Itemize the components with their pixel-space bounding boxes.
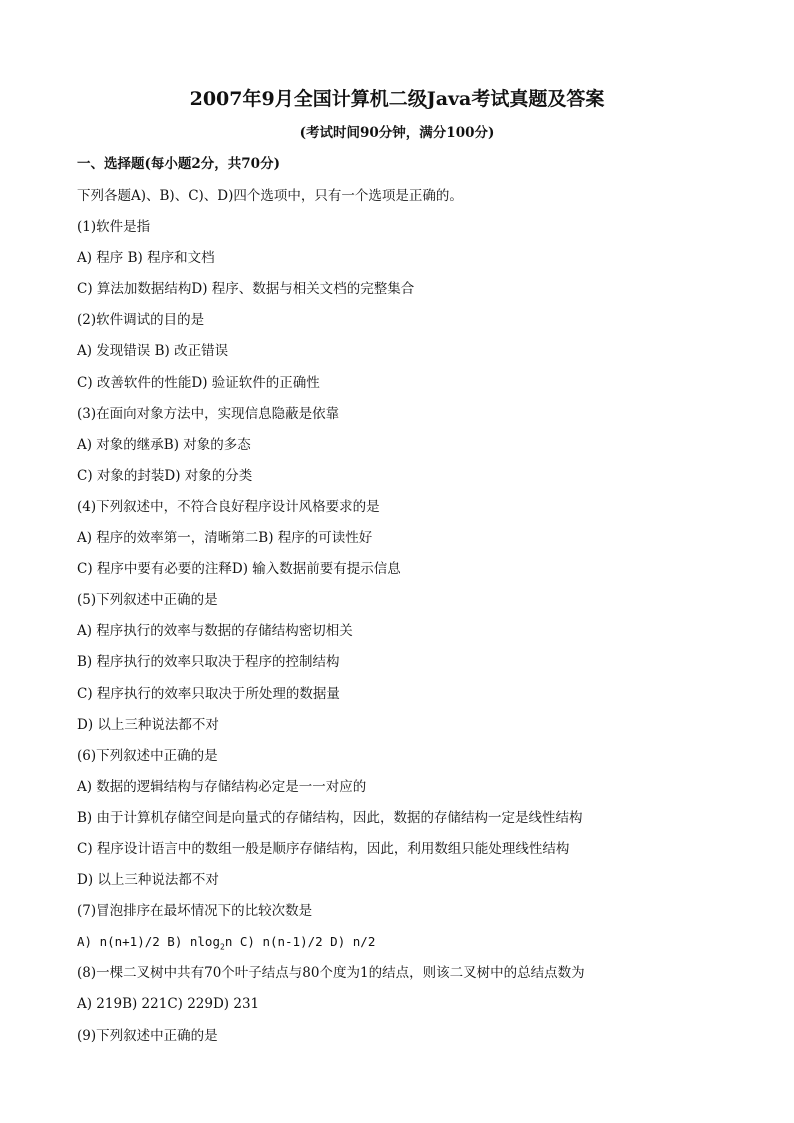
question-text: (2)软件调试的目的是 [77, 312, 205, 329]
question-text: (6)下列叙述中正确的是 [77, 747, 218, 764]
option-text: A) 程序的效率第一，清晰第二B) 程序的可读性好 [77, 530, 373, 547]
option-text: C) 改善软件的性能D) 验证软件的正确性 [77, 374, 320, 391]
option-text: A) 程序执行的效率与数据的存储结构密切相关 [77, 623, 353, 640]
option-text: A) 程序 B) 程序和文档 [77, 250, 215, 267]
option-text: B) 由于计算机存储空间是向量式的存储结构，因此，数据的存储结构一定是线性结构 [77, 809, 583, 826]
document-subtitle: (考试时间90分钟，满分100分) [299, 125, 495, 141]
question-list [77, 186, 767, 1057]
q7-options-before: A) n(n+1)/2 B) nlog [77, 934, 220, 950]
question-text: (3)在面向对象方法中，实现信息隐蔽是依靠 [77, 405, 340, 422]
section-heading: 一、选择题(每小题2分，共70分) [77, 156, 280, 172]
option-text: A) 发现错误 B) 改正错误 [77, 343, 229, 360]
instruction-text: 下列各题A)、B)、C)、D)四个选项中，只有一个选项是正确的。 [77, 188, 463, 204]
question-text: (9)下列叙述中正确的是 [77, 1027, 218, 1044]
option-text: C) 程序中要有必要的注释D) 输入数据前要有提示信息 [77, 561, 401, 578]
option-text: A) 数据的逻辑结构与存储结构必定是一一对应的 [77, 778, 367, 795]
option-text: A) 219B) 221C) 229D) 231 [77, 996, 260, 1013]
q7-options-after: n C) n(n-1)/2 D) n/2 [224, 934, 376, 950]
option-text: C) 程序执行的效率只取决于所处理的数据量 [77, 685, 340, 702]
q7-log-base: 2 [220, 942, 225, 952]
option-text: B) 程序执行的效率只取决于程序的控制结构 [77, 654, 340, 671]
document-title: 2007年9月全国计算机二级Java考试真题及答案 [189, 88, 605, 110]
q7-options [77, 932, 767, 963]
option-text: C) 算法加数据结构D) 程序、数据与相关文档的完整集合 [77, 281, 415, 298]
question-text: (4)下列叙述中，不符合良好程序设计风格要求的是 [77, 498, 380, 515]
question-text: (7)冒泡排序在最坏情况下的比较次数是 [77, 903, 313, 920]
question-text: (1)软件是指 [77, 219, 151, 236]
question-text: (5)下列叙述中正确的是 [77, 592, 218, 609]
option-text: C) 程序设计语言中的数组一般是顺序存储结构，因此，利用数组只能处理线性结构 [77, 840, 570, 857]
option-text: C) 对象的封装D) 对象的分类 [77, 467, 253, 484]
question-text: (8)一棵二叉树中共有70个叶子结点与80个度为1的结点，则该二叉树中的总结点数为 [77, 965, 585, 982]
option-text: A) 对象的继承B) 对象的多态 [77, 436, 251, 453]
option-text: D) 以上三种说法都不对 [77, 716, 219, 733]
option-text: D) 以上三种说法都不对 [77, 872, 219, 889]
